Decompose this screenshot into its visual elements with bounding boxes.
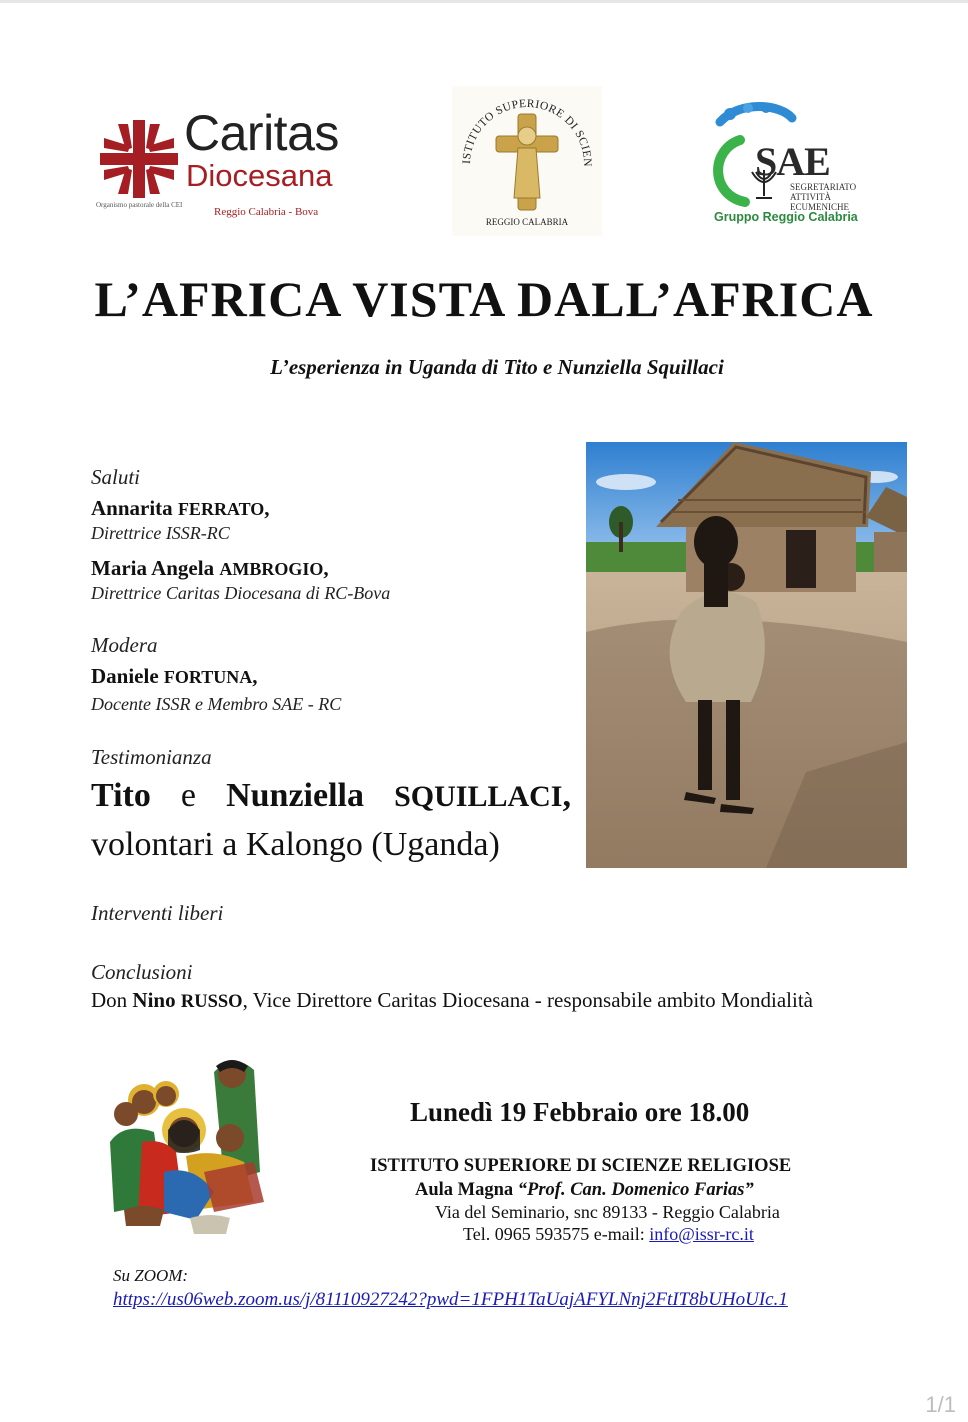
speaker-1-role: Direttrice ISSR-RC [91,523,230,543]
caritas-name: Caritas [184,105,339,161]
caritas-logo [94,105,374,220]
event-date: Lunedì 19 Febbraio ore 18.00 [410,1097,750,1127]
page-counter: 1/1 [925,1392,956,1417]
issr-seal-logo [452,86,602,236]
conclusion-speaker: Don Nino RUSSO, Vice Direttore Caritas Diocesana - responsabile ambito Mondialità [91,988,813,1012]
sae-subtitle: SEGRETARIATO ATTIVITÀ ECUMENICHE [790,182,857,212]
event-aula: Aula Magna “Prof. Can. Domenico Farias” [415,1180,754,1200]
page-title: L’AFRICA VISTA DALL’AFRICA [94,271,874,327]
caritas-tagline: Organismo pastorale della CEI [96,201,183,209]
uganda-child-photo [586,442,907,868]
caritas-sub: Diocesana [186,158,333,193]
event-contact: Tel. 0965 593575 e-mail: info@issr-rc.it [463,1224,754,1244]
caritas-city: Reggio Calabria - Bova [214,206,319,218]
email-link[interactable]: info@issr-rc.it [649,1224,754,1244]
page-top-edge [0,0,968,3]
svg-text:REGGIO CALABRIA: REGGIO CALABRIA [485,217,569,227]
speaker-2-role: Direttrice Caritas Diocesana di RC-Bova [91,583,391,603]
interventi-label: Interventi liberi [91,901,224,925]
zoom-link[interactable]: https://us06web.zoom.us/j/81110927242?pwd=1FPH1TaUajAFYLNnj2FtIT8bUHoUIc.1 [113,1289,788,1310]
zoom-label: Su ZOOM: [113,1266,189,1285]
sae-logo [700,100,870,230]
issr-seal-icon [452,86,602,236]
event-address: Via del Seminario, snc 89133 - Reggio Calabria [435,1202,780,1222]
moderator-role: Docente ISSR e Membro SAE - RC [91,694,342,714]
sae-group: Gruppo Reggio Calabria [714,210,858,224]
foot-washing-icon-artwork [104,1052,278,1236]
testimonianza-label: Testimonianza [91,745,212,769]
caritas-cross-icon [98,118,180,200]
speaker-1: Annarita FERRATO, [91,496,270,520]
witness-role: volontari a Kalongo (Uganda) [91,826,500,863]
moderator: Daniele FORTUNA, [91,664,258,688]
page-subtitle: L’esperienza in Uganda di Tito e Nunziella Squillaci [270,355,724,379]
conclusioni-label: Conclusioni [91,960,193,984]
svg-text:ISTITUTO SUPERIORE DI SCIENZE: ISTITUTO SUPERIORE DI SCIEN [460,97,594,168]
modera-label: Modera [91,633,158,657]
sae-name: SAE [755,139,830,184]
speaker-2: Maria Angela AMBROGIO, [91,556,329,580]
saluti-label: Saluti [91,465,141,489]
event-institute: ISTITUTO SUPERIORE DI SCIENZE RELIGIOSE [370,1156,792,1176]
witness-names: Tito e Nunziella SQUILLACI, [91,777,571,814]
